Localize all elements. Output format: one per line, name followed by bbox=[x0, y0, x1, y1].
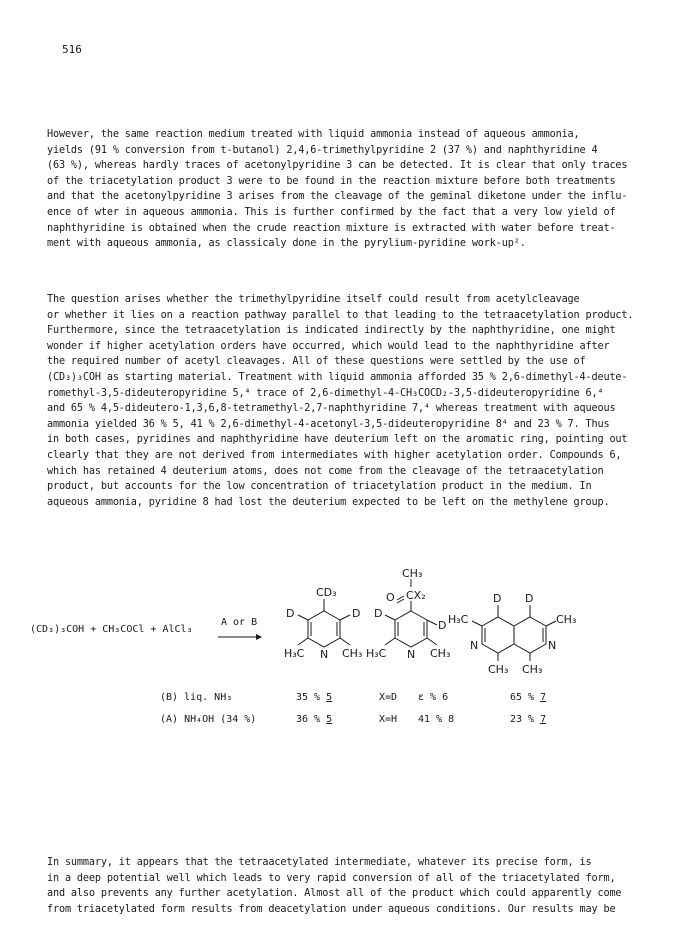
compound-number: 7 bbox=[540, 714, 547, 725]
text-line: of the triacetylation product 3 were to be found in the reaction mixture before both treatments bbox=[47, 175, 616, 187]
d-label: D bbox=[286, 607, 295, 620]
text-line: wonder if higher acetylation orders have occurred, which would lead to the naphthyridine after bbox=[47, 340, 610, 352]
compound-number: 7 bbox=[540, 692, 547, 703]
text-line: in a deep potential well which leads to very rapid conversion of all of the triacetylated form, bbox=[47, 872, 616, 884]
text-line: ammonia yielded 36 % 5, 41 % 2,6-dimethyl-4-acetonyl-3,5-dideuteropyridine 8⁴ and 23 % 7. Thus bbox=[47, 418, 610, 430]
reaction-arrow bbox=[218, 632, 262, 642]
o-label: O bbox=[386, 591, 395, 604]
text-line: ment with aqueous ammonia, as classicaly done in the pyrylium-pyridine work-up². bbox=[47, 238, 526, 250]
n-label: N bbox=[548, 639, 557, 652]
naphthyridine-7-structure bbox=[448, 587, 588, 687]
n-label: N bbox=[470, 639, 479, 652]
text-line: romethyl-3,5-dideuteropyridine 5,⁴ trace of 2,6-dimethyl-4-CH₃COCD₂-3,5-dideuteropyridine 6,⁴ bbox=[47, 387, 604, 399]
text-line: naphthyridine is obtained when the crude reaction mixture is extracted with water before treat- bbox=[47, 222, 616, 234]
ch3-label: CH₃ bbox=[342, 647, 363, 660]
ch3-label: CH₃ bbox=[556, 613, 577, 626]
cd3-label: CD₃ bbox=[316, 586, 337, 599]
h3c-label: H₃C bbox=[284, 647, 305, 660]
condition-a-label: (A) NH₄OH (34 %) bbox=[160, 714, 257, 725]
text-line: or whether it lies on a reaction pathway parallel to that leading to the tetraacetylation product. bbox=[47, 309, 633, 321]
text-line: the required number of acetyl cleavages. All of these questions were settled by the use of bbox=[47, 356, 586, 368]
ch3-label: CH₃ bbox=[488, 663, 509, 676]
paragraph-3 bbox=[47, 855, 633, 917]
text-line: yields (91 % conversion from t-butanol) 2,4,6-trimethylpyridine 2 (37 %) and naphthyridine 4 bbox=[47, 144, 598, 156]
condition-a-yield-5: 36 % 5 bbox=[296, 714, 333, 725]
text-line: ence of wter in aqueous ammonia. This is further confirmed by the fact that a very low yield of bbox=[47, 206, 616, 218]
condition-b-yield-7: 65 % 7 bbox=[510, 692, 547, 703]
h3c-label: H₃C bbox=[366, 647, 387, 660]
paragraph-2 bbox=[47, 292, 633, 510]
condition-a-yield-8: 41 % 8 bbox=[418, 714, 455, 725]
d-label: D bbox=[352, 607, 361, 620]
condition-a-yield-7: 23 % 7 bbox=[510, 714, 547, 725]
paragraph-1 bbox=[47, 127, 633, 252]
compound-number: 5 bbox=[326, 714, 333, 725]
text-line: In summary, it appears that the tetraacetylated intermediate, whatever its precise form, is bbox=[47, 857, 592, 868]
text-line: However, the same reaction medium treated with liquid ammonia instead of aqueous ammonia, bbox=[47, 129, 580, 140]
text-line: and that the acetonylpyridine 3 arises from the cleavage of the geminal diketone under the influ- bbox=[47, 191, 628, 203]
pyridine-5-structure bbox=[284, 585, 364, 680]
page-number: 516 bbox=[62, 43, 82, 56]
text-line: product, but accounts for the low concentration of triacetylation product in the medium. In bbox=[47, 481, 592, 493]
text-line: from triacetylated form results from deacetylation under aqueous conditions. Our results may be bbox=[47, 903, 616, 915]
ch3-label: CH₃ bbox=[522, 663, 543, 676]
text-line: Furthermore, since the tetraacetylation is indicated indirectly by the naphthyridine, one might bbox=[47, 325, 616, 337]
condition-b-yield-6: ε % 6 bbox=[418, 692, 449, 703]
reaction-scheme bbox=[0, 565, 680, 735]
d-label: D bbox=[493, 592, 502, 605]
compound-number: 5 bbox=[326, 692, 333, 703]
d-label: D bbox=[525, 592, 534, 605]
condition-b-yield-5: 35 % 5 bbox=[296, 692, 333, 703]
text-line: The question arises whether the trimethylpyridine itself could result from acetylcleavage bbox=[47, 294, 580, 305]
text-line: and also prevents any further acetylation. Almost all of the product which could apparently come bbox=[47, 888, 622, 900]
arrow-label: A or B bbox=[221, 617, 258, 628]
text-line: which has retained 4 deuterium atoms, does not come from the cleavage of the tetraacetylation bbox=[47, 465, 604, 477]
condition-b-x: X=D bbox=[379, 692, 398, 703]
condition-b-label: (B) liq. NH₃ bbox=[160, 692, 233, 703]
pyridine-6-8-structure bbox=[366, 565, 456, 680]
text-line: (63 %), whereas hardly traces of acetonylpyridine 3 can be detected. It is clear that only traces bbox=[47, 160, 628, 172]
text-line: and 65 % 4,5-dideutero-1,3,6,8-tetramethyl-2,7-naphthyridine 7,⁴ whereas treatment with aqueous bbox=[47, 403, 616, 415]
condition-a-x: X=H bbox=[379, 714, 398, 725]
text-line: (CD₃)₃COH as starting material. Treatment with liquid ammonia afforded 35 % 2,6-dimethyl-4-deute- bbox=[47, 371, 628, 383]
cx2-label: CX₂ bbox=[406, 589, 426, 602]
reactants-equation: (CD₃)₃COH + CH₃COCl + AlCl₃ bbox=[30, 624, 193, 635]
text-line: in both cases, pyridines and naphthyridine have deuterium left on the aromatic ring, pointing out bbox=[47, 434, 628, 446]
h3c-label: H₃C bbox=[448, 613, 469, 626]
ch3-top-label: CH₃ bbox=[402, 567, 423, 580]
ch3-label: CH₃ bbox=[430, 647, 451, 660]
n-label: N bbox=[407, 648, 416, 661]
n-label: N bbox=[320, 648, 329, 661]
d-label: D bbox=[374, 607, 383, 620]
text-line: clearly that they are not derived from intermediates with higher acetylation order. Compounds 6, bbox=[47, 449, 622, 461]
text-line: aqueous ammonia, pyridine 8 had lost the deuterium expected to be left on the methylene group. bbox=[47, 496, 610, 508]
d-label: D bbox=[438, 619, 447, 632]
